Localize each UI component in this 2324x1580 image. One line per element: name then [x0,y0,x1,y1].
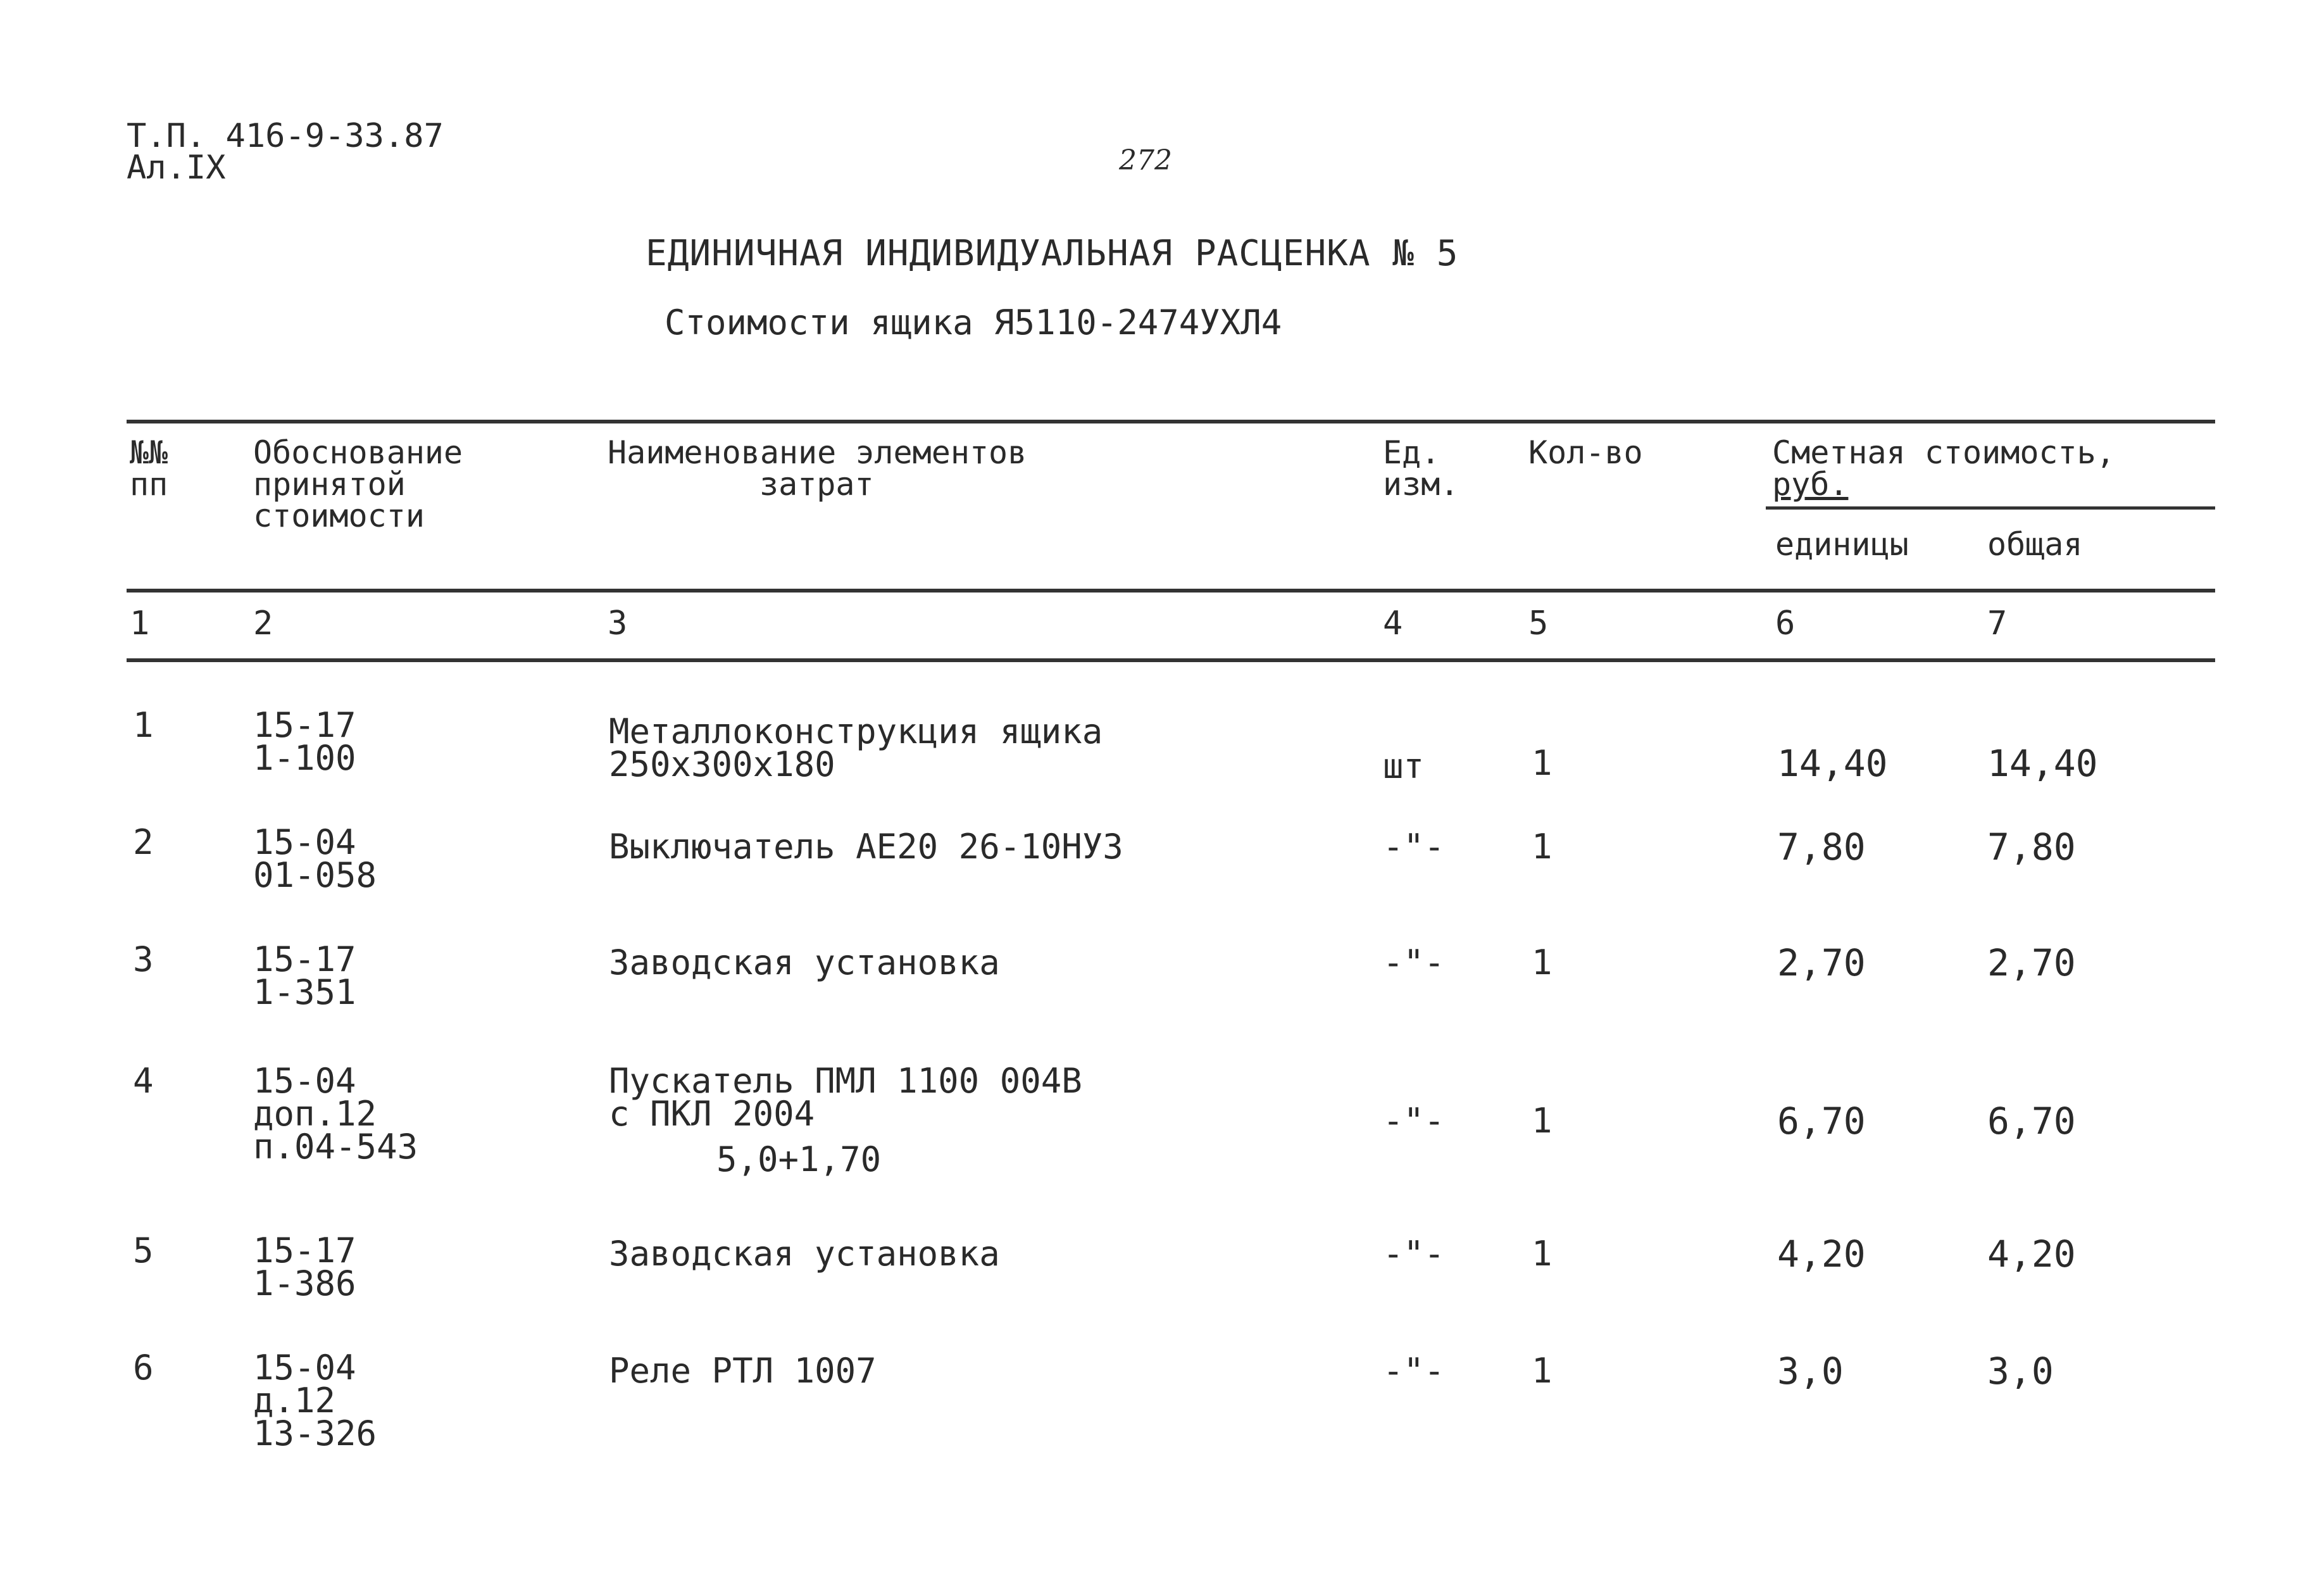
document-title: ЕДИНИЧНАЯ ИНДИВИДУАЛЬНАЯ РАСЦЕНКА № 5 [646,233,1459,274]
header-col5: Кол-во [1528,434,1643,471]
column-number: 6 [1775,605,1796,643]
row-name: Реле РТЛ 1007 [609,1351,877,1391]
row-basis: 15-04 01-058 [253,822,377,895]
row-qty: 1 [1532,1351,1552,1391]
column-number: 2 [253,605,273,643]
table-top-rule [127,420,2215,423]
row-basis: 15-17 1-100 [253,705,356,778]
header-col6: единицы [1775,526,1909,563]
row-number: 4 [133,1061,154,1101]
column-number: 4 [1383,605,1403,643]
cost-subheader-rule [1766,506,2215,510]
document-code [127,117,444,187]
column-number: 1 [130,605,150,643]
row-name: Заводская установка [609,943,1000,982]
row-total: 14,40 [1987,742,2098,785]
row-total: 2,70 [1987,941,2076,984]
row-qty: 1 [1532,1101,1552,1141]
row-basis: 15-04 д.12 13-326 [253,1348,377,1453]
row-number: 3 [133,939,154,979]
row-name: Пускатель ПМЛ 1100 004В с ПКЛ 2004 5,0+1,70 [609,1061,1082,1179]
row-number: 5 [133,1231,154,1270]
row-total: 7,80 [1987,825,2076,868]
row-unit: -"- [1383,827,1445,867]
column-number: 3 [608,605,628,643]
page-number: 272 [1119,144,1172,177]
row-total: 6,70 [1987,1100,2076,1143]
row-unit-price: 3,0 [1777,1350,1844,1393]
row-unit-price: 6,70 [1777,1100,1866,1143]
row-total: 4,20 [1987,1232,2076,1276]
header-cost: Сметная стоимость, руб. [1772,434,2115,503]
row-number: 1 [133,705,154,745]
row-total: 3,0 [1987,1350,2054,1393]
column-numbers-rule [127,658,2215,662]
row-unit: -"- [1383,1101,1445,1141]
row-number: 6 [133,1348,154,1388]
row-unit: -"- [1383,1234,1445,1274]
header-col1: №№ пп [130,434,168,503]
row-qty: 1 [1532,1234,1552,1274]
row-unit-price: 7,80 [1777,825,1866,868]
row-unit-price: 2,70 [1777,941,1866,984]
row-unit: -"- [1383,943,1445,982]
row-qty: 1 [1532,743,1552,783]
row-unit: -"- [1383,1351,1445,1391]
column-number: 5 [1528,605,1549,643]
row-number: 2 [133,822,154,862]
row-unit-price: 4,20 [1777,1232,1866,1276]
header-col3: Наименование элементов затрат [608,434,1027,503]
header-col7: общая [1987,526,2083,563]
row-name: Металлоконструкция ящика 250х300х180 [609,712,1103,784]
row-qty: 1 [1532,827,1552,867]
document-code-line1: Т.П. 416-9-33.87 [127,117,444,155]
header-col2: Обоснование принятой стоимости [253,434,463,534]
row-unit-price: 14,40 [1777,742,1888,785]
row-unit: шт [1383,746,1425,786]
row-basis: 15-04 доп.12 п.04-543 [253,1061,418,1167]
header-bottom-rule [127,589,2215,592]
row-name: Заводская установка [609,1234,1000,1274]
header-col4: Ед. изм. [1383,434,1459,503]
row-basis: 15-17 1-386 [253,1231,356,1303]
row-name: Выключатель АЕ20 26-10НУ3 [609,827,1123,867]
row-qty: 1 [1532,943,1552,982]
document-subtitle: Стоимости ящика Я5110-2474УХЛ4 [665,303,1282,342]
document-code-line2: Ал.IX [127,149,226,187]
column-number: 7 [1987,605,2008,643]
row-basis: 15-17 1-351 [253,939,356,1012]
